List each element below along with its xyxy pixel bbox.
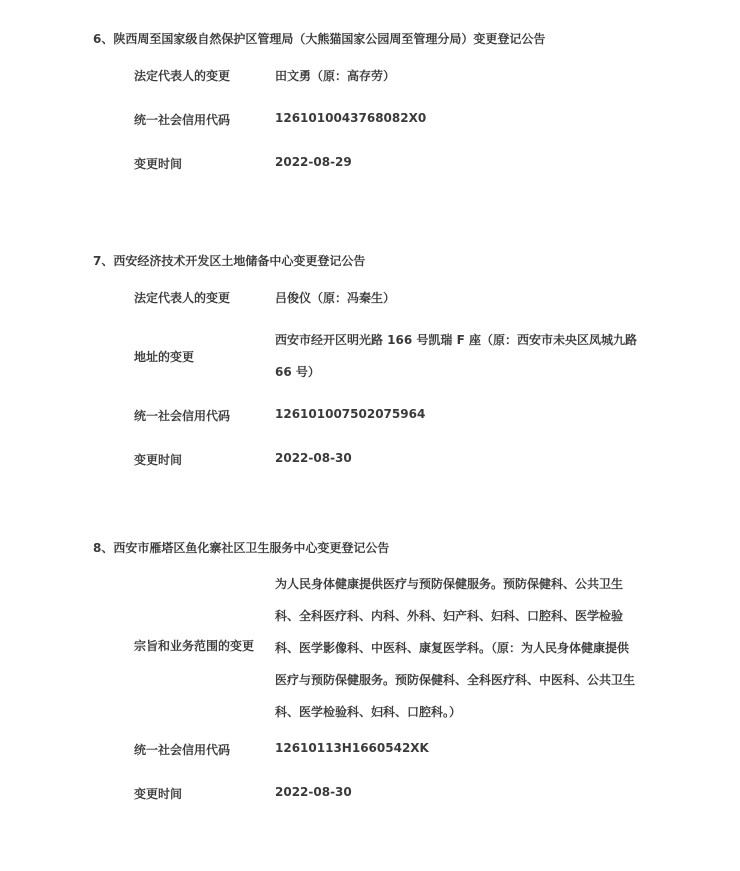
field-label-legal-representative: 法定代表人的变更 bbox=[134, 69, 231, 83]
field-value-credit-code: 12610113H1660542XK bbox=[275, 741, 429, 755]
field-value-change-date: 2022-08-29 bbox=[275, 155, 352, 169]
notice-title: 8、西安市雁塔区鱼化寨社区卫生服务中心变更登记公告 bbox=[93, 541, 390, 555]
field-label-address: 地址的变更 bbox=[134, 350, 195, 364]
field-value-legal-representative: 吕俊仪（原：冯秦生） bbox=[275, 291, 396, 305]
field-label-change-date: 变更时间 bbox=[134, 787, 183, 801]
field-value-change-date: 2022-08-30 bbox=[275, 785, 352, 799]
field-value-address: 西安市经开区明光路 166 号凯瑞 F 座（原：西安市未央区凤城九路 66 号） bbox=[275, 333, 637, 379]
field-value-business-scope: 为人民身体健康提供医疗与预防保健服务。预防保健科、公共卫生科、全科医疗科、内科、外科、妇产科、妇科、口腔科、医学检验科、医学影像科、中医科、康复医学科。（原：为人民身体健康提供医疗与预防保健服务。预防保健科、全科医疗科、中医科、公共卫生科、医学检验科、妇科、口腔科。） bbox=[275, 577, 636, 719]
field-value-credit-code: 1261010043768082X0 bbox=[275, 111, 427, 125]
field-label-change-date: 变更时间 bbox=[134, 157, 183, 171]
notice-title: 6、陕西周至国家级自然保护区管理局（大熊猫国家公园周至管理分局）变更登记公告 bbox=[93, 32, 546, 46]
field-value-legal-representative: 田文勇（原：高存劳） bbox=[275, 69, 396, 83]
field-label-credit-code: 统一社会信用代码 bbox=[134, 409, 231, 423]
field-label-credit-code: 统一社会信用代码 bbox=[134, 113, 231, 127]
field-label-legal-representative: 法定代表人的变更 bbox=[134, 291, 231, 305]
field-label-change-date: 变更时间 bbox=[134, 453, 183, 467]
field-value-credit-code: 126101007502075964 bbox=[275, 407, 426, 421]
field-label-credit-code: 统一社会信用代码 bbox=[134, 743, 231, 757]
field-value-change-date: 2022-08-30 bbox=[275, 451, 352, 465]
notice-title: 7、西安经济技术开发区土地储备中心变更登记公告 bbox=[93, 254, 366, 268]
field-label-business-scope: 宗旨和业务范围的变更 bbox=[134, 639, 255, 653]
